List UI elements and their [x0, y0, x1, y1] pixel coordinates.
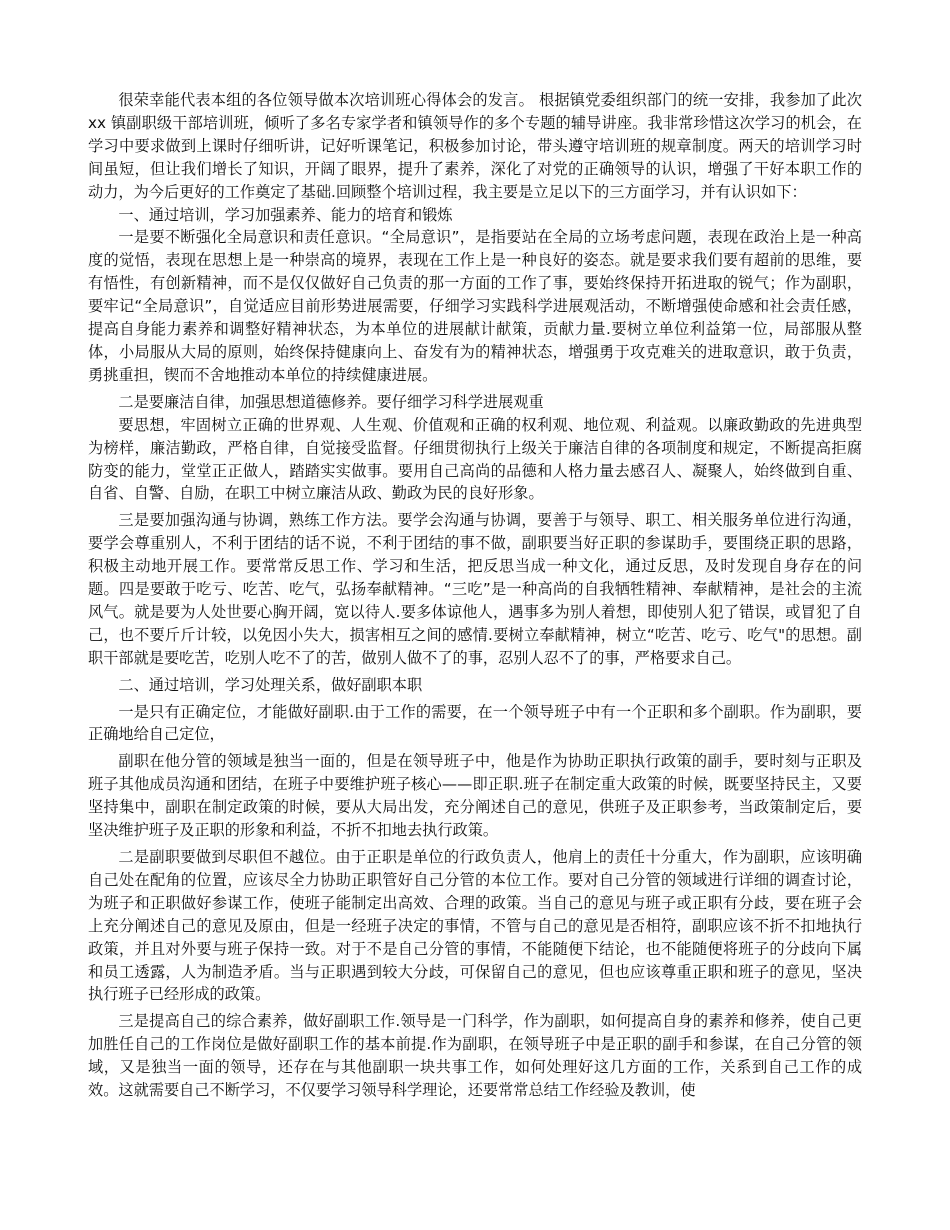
body-paragraph: 二是要廉洁自律，加强思想道德修养。要仔细学习科学进展观重 [118, 392, 544, 411]
body-paragraph: 三是提高自己的综合素养，做好副职工作.领导是一门科学，作为副职，如何提高自身的素养和修养，使自己更加胜任自己的工作岗位是做好副职工作的基本前提.作为副职，在领导班子中是正职的副手和参谋，在自己分管的领域，又是独当一面的领导，还存在与其他副职一块共事工作，如何处理好这几方面的工作，关系到自己工作的成效。这就需要自己不断学习，不仅要学习领导科学理论，还要常常总结工作经验及教训，使 [88, 1012, 862, 1100]
document-body [88, 89, 862, 1102]
intro-paragraph: 很荣幸能代表本组的各位领导做本次培训班心得体会的发言。 根据镇党委组织部门的统一安排，我参加了此次 xx 镇副职级干部培训班，倾听了多名专家学者和镇领导作的多个专题的辅导讲座。我非常珍惜这次学习的机会，在学习中要求做到上课时仔细听讲，记好听课笔记，积极参加讨论，带头遵守培训班的规章制度。两天的培训学习时间虽短，但让我们增长了知识，开阔了眼界，提升了素养，深化了对党的正确领导的认识，增强了干好本职工作的动力，为今后更好的工作奠定了基础.回顾整个培训过程，我主要是立足以下的三方面学习，并有认识如下： [88, 91, 862, 201]
body-paragraph: 要思想，牢固树立正确的世界观、人生观、价值观和正确的权利观、地位观、利益观。以廉政勤政的先进典型为榜样，廉洁勤政，严格自律，自觉接受监督。仔细贯彻执行上级关于廉洁自律的各项制度和规定，不断提高拒腐防变的能力，堂堂正正做人，踏踏实实做事。要用自己高尚的品德和人格力量去感召人、凝聚人，始终做到自重、自省、自警、自励，在职工中树立廉洁从政、勤政为民的良好形象。 [88, 415, 862, 503]
section-heading-2: 二、通过培训，学习处理关系，做好副职本职 [118, 675, 423, 694]
section-heading-1: 一、通过培训，学习加强素养、能力的培育和锻炼 [118, 205, 453, 224]
body-paragraph: 三是要加强沟通与协调，熟练工作方法。要学会沟通与协调，要善于与领导、职工、相关服务单位进行沟通，要学会尊重别人，不利于团结的话不说，不利于团结的事不做，副职要当好正职的参谋助手，要围绕正职的思路，积极主动地开展工作。要常常反思工作、学习和生活，把反思当成一种文化，通过反思，及时发现自身存在的问题。四是要敢于吃亏、吃苦、吃气，弘扬奉献精神。“三吃”是一种高尚的自我牺牲精神、奉献精神，是社会的主流风气。就是要为人处世要心胸开阔，宽以待人.要多体谅他人，遇事多为别人着想，即使别人犯了错误，或冒犯了自己，也不要斤斤计较，以免因小失大，损害相互之间的感情.要树立奉献精神，树立“吃苦、吃亏、吃气"的思想。副职干部就是要吃苦，吃别人吃不了的苦，做别人做不了的事，忍别人忍不了的事，严格要求自己。 [88, 511, 862, 667]
body-paragraph: 二是副职要做到尽职但不越位。由于正职是单位的行政负责人，他肩上的责任十分重大，作为副职，应该明确自己处在配角的位置，应该尽全力协助正职管好自己分管的本位工作。要对自己分管的领域进行详细的调查讨论，为班子和正职做好参谋工作，使班子能制定出高效、合理的政策。当自己的意见与班子或正职有分歧，要在班子会上充分阐述自己的意见及原由，但是一经班子决定的事情，不管与自己的意见是否相符，副职应该不折不扣地执行政策，并且对外要与班子保持一致。对于不是自己分管的事情，不能随便下结论，也不能随便将班子的分歧向下属和员工透露，人为制造矛盾。当与正职遇到较大分歧，可保留自己的意见，但也应该尊重正职和班子的意见，坚决执行班子已经形成的政策。 [88, 848, 862, 1004]
body-paragraph: 一是只有正确定位，才能做好副职.由于工作的需要，在一个领导班子中有一个正职和多个副职。作为副职，要正确地给自己定位， [88, 702, 862, 744]
body-paragraph: 副职在他分管的领域是独当一面的，但是在领导班子中，他是作为协助正职执行政策的副手，要时刻与正职及班子其他成员沟通和团结，在班子中要维护班子核心——即正职.班子在制定重大政策的时候，既要坚持民主，又要坚持集中，副职在制定政策的时候，要从大局出发，充分阐述自己的意见，供班子及正职参考，当政策制定后，要坚决维护班子及正职的形象和利益，不折不扣地去执行政策。 [88, 752, 862, 840]
body-paragraph: 一是要不断强化全局意识和责任意识。“全局意识”，是指要站在全局的立场考虑问题，表现在政治上是一种高度的觉悟，表现在思想上是一种崇高的境界，表现在工作上是一种良好的姿态。就是要求我们要有超前的思维，要有悟性，有创新精神，而不是仅仅做好自己负责的那一方面的工作了事，要始终保持开拓进取的锐气；作为副职，要牢记“全局意识”，自觉适应目前形势进展需要，仔细学习实践科学进展观活动，不断增强使命感和社会责任感，提高自身能力素养和调整好精神状态，为本单位的进展献计献策，贡献力量.要树立单位利益第一位，局部服从整体，小局服从大局的原则，始终保持健康向上、奋发有为的精神状态，增强勇于攻克难关的进取意识，敢于负责，勇挑重担，锲而不舍地推动本单位的持续健康进展。 [88, 228, 862, 384]
